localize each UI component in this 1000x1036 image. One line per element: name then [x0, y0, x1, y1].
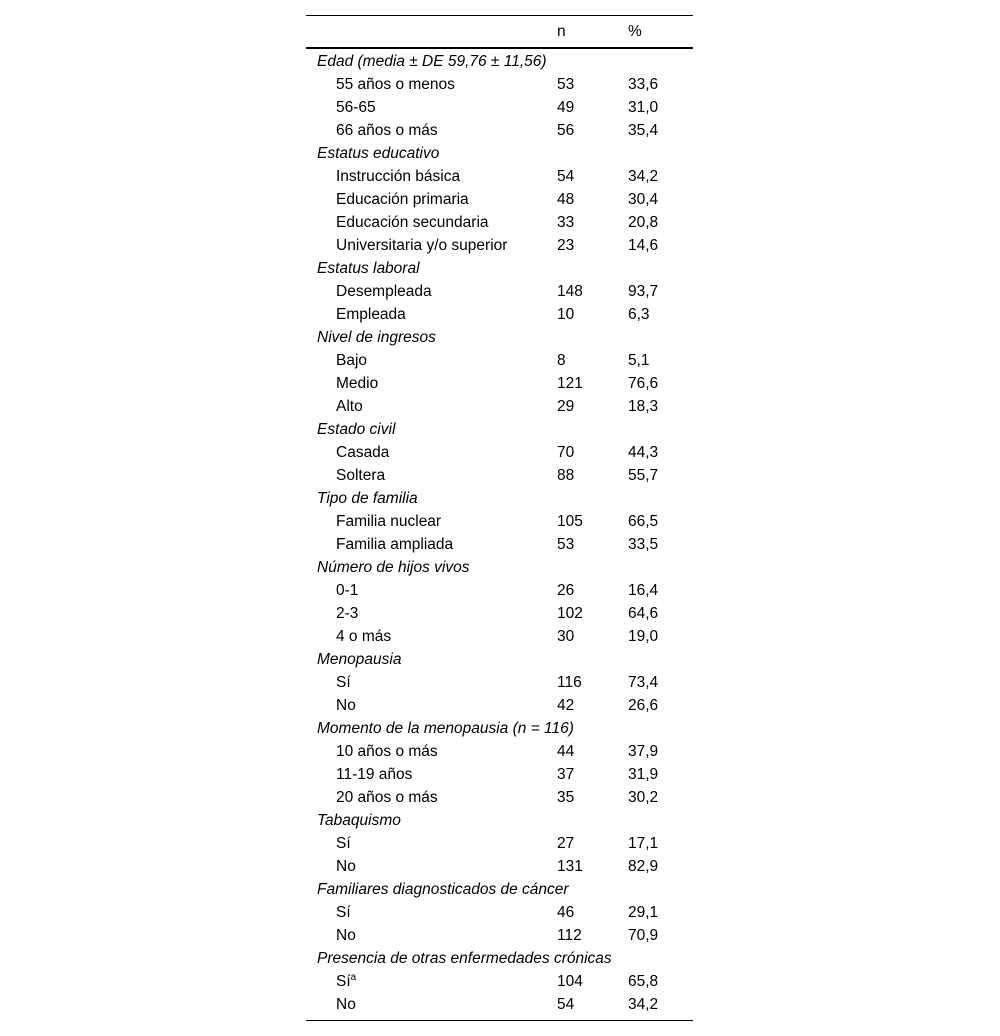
count-cell: 8	[557, 352, 566, 369]
row-label-text: Universitaria y/o superior	[336, 237, 508, 254]
row-label-text: 0-1	[336, 582, 359, 599]
section-header-row	[306, 142, 693, 165]
row-label	[336, 211, 489, 234]
count-cell: 131	[557, 858, 583, 875]
percent-cell: 35,4	[628, 122, 659, 139]
row-label-text: Bajo	[336, 352, 368, 369]
row-label-text: Desempleada	[336, 283, 432, 300]
row-label	[336, 349, 367, 372]
row-label	[336, 165, 460, 188]
section-label	[317, 648, 401, 671]
section-label	[317, 326, 436, 349]
row-label	[336, 280, 432, 303]
section-header-row	[306, 257, 693, 280]
section-label	[317, 487, 418, 510]
percent-cell: 17,1	[628, 835, 659, 852]
count-cell: 53	[557, 76, 575, 93]
table-row	[306, 165, 693, 188]
table-row	[306, 280, 693, 303]
section-header-row	[306, 487, 693, 510]
row-label	[336, 786, 438, 809]
row-label	[336, 188, 469, 211]
percent-cell: 55,7	[628, 467, 659, 484]
table-row	[306, 786, 693, 809]
section-label	[317, 556, 469, 579]
percent-cell: 14,6	[628, 237, 659, 254]
section-label	[317, 878, 569, 901]
count-cell: 121	[557, 375, 583, 392]
row-label	[336, 602, 358, 625]
percent-cell: 19,0	[628, 628, 659, 645]
table-row	[306, 579, 693, 602]
percent-cell: 29,1	[628, 904, 659, 921]
row-label-text: Medio	[336, 375, 379, 392]
row-label	[336, 395, 363, 418]
row-label	[336, 119, 438, 142]
count-cell: 105	[557, 513, 583, 530]
row-label-text: 56-65	[336, 99, 376, 116]
table-row	[306, 533, 693, 556]
row-label	[336, 510, 441, 533]
row-label-text: No	[336, 858, 356, 875]
row-label	[336, 855, 356, 878]
percent-cell: 64,6	[628, 605, 659, 622]
row-label-text: Estatus laboral	[317, 260, 420, 277]
percent-cell: 34,2	[628, 168, 659, 185]
percent-cell: 73,4	[628, 674, 659, 691]
row-label	[336, 671, 351, 694]
percent-cell: 34,2	[628, 996, 659, 1013]
table-body	[306, 49, 693, 1016]
table-row	[306, 602, 693, 625]
row-label-text: Edad (media ± DE 59,76 ± 11,56)	[317, 53, 547, 70]
row-label	[336, 464, 385, 487]
row-label	[336, 579, 358, 602]
count-cell: 49	[557, 99, 575, 116]
percent-cell: 5,1	[628, 352, 650, 369]
percent-cell: 93,7	[628, 283, 659, 300]
table-row	[306, 510, 693, 533]
row-label-text: 55 años o menos	[336, 76, 455, 93]
count-cell: 56	[557, 122, 575, 139]
table-row	[306, 464, 693, 487]
percent-cell: 44,3	[628, 444, 659, 461]
table-row	[306, 349, 693, 372]
count-cell: 10	[557, 306, 575, 323]
table-row	[306, 901, 693, 924]
row-label-text: No	[336, 927, 356, 944]
row-label	[336, 372, 378, 395]
count-cell: 30	[557, 628, 575, 645]
row-label-text: Sí	[336, 674, 351, 691]
section-header-row	[306, 556, 693, 579]
section-label	[317, 50, 547, 73]
table-row	[306, 740, 693, 763]
row-label-text: Casada	[336, 444, 390, 461]
section-label	[317, 418, 395, 441]
row-label-text: Sí	[336, 973, 351, 990]
row-label-text: Estatus educativo	[317, 145, 440, 162]
row-label	[336, 993, 356, 1016]
section-label	[317, 809, 401, 832]
count-cell: 88	[557, 467, 575, 484]
row-label	[336, 625, 391, 648]
section-label	[317, 717, 574, 740]
percent-cell: 20,8	[628, 214, 659, 231]
row-label	[336, 740, 438, 763]
row-label-text: Menopausia	[317, 651, 402, 668]
count-cell: 44	[557, 743, 575, 760]
table-row	[306, 924, 693, 947]
count-cell: 104	[557, 973, 583, 990]
row-label-text: Estado civil	[317, 421, 396, 438]
row-label-text: Soltera	[336, 467, 386, 484]
row-label	[336, 73, 455, 96]
percent-cell: 70,9	[628, 927, 659, 944]
count-cell: 37	[557, 766, 575, 783]
count-cell: 26	[557, 582, 575, 599]
row-label-text: Familia nuclear	[336, 513, 442, 530]
table-bottom-rule	[306, 1020, 693, 1021]
row-label	[336, 924, 356, 947]
table-row	[306, 234, 693, 257]
table-row	[306, 970, 693, 993]
row-label	[336, 441, 389, 464]
row-label-text: Presencia de otras enfermedades crónicas	[317, 950, 612, 967]
row-label-text: Sí	[336, 835, 351, 852]
row-label	[336, 303, 406, 326]
row-label	[336, 234, 507, 257]
count-cell: 54	[557, 168, 575, 185]
table-row	[306, 188, 693, 211]
section-header-row	[306, 947, 693, 970]
section-header-row	[306, 50, 693, 73]
row-label-text: Número de hijos vivos	[317, 559, 470, 576]
count-cell: 116	[557, 674, 582, 691]
count-cell: 42	[557, 697, 575, 714]
row-label	[336, 970, 356, 993]
header-percent-cell: %	[628, 23, 642, 40]
percent-cell: 30,2	[628, 789, 659, 806]
table-row	[306, 395, 693, 418]
percent-cell: 37,9	[628, 743, 659, 760]
percent-cell: 33,5	[628, 536, 659, 553]
section-header-row	[306, 717, 693, 740]
section-header-row	[306, 648, 693, 671]
row-label-text: 2-3	[336, 605, 359, 622]
count-cell: 54	[557, 996, 575, 1013]
row-label-text: 66 años o más	[336, 122, 438, 139]
row-label	[336, 96, 376, 119]
row-label-text: 4 o más	[336, 628, 392, 645]
table-row	[306, 832, 693, 855]
table-header-row	[306, 16, 693, 47]
row-label-text: Empleada	[336, 306, 406, 323]
row-label-text: Alto	[336, 398, 363, 415]
footnote-marker: a	[350, 972, 357, 983]
count-cell: 29	[557, 398, 575, 415]
row-label-text: Familiares diagnosticados de cáncer	[317, 881, 569, 898]
row-label-text: 10 años o más	[336, 743, 438, 760]
percent-cell: 16,4	[628, 582, 659, 599]
percent-cell: 31,0	[628, 99, 659, 116]
row-label-text: Tipo de familia	[317, 490, 418, 507]
percent-cell: 33,6	[628, 76, 659, 93]
row-label	[336, 901, 351, 924]
count-cell: 148	[557, 283, 583, 300]
table-row	[306, 441, 693, 464]
section-header-row	[306, 326, 693, 349]
table-row	[306, 372, 693, 395]
row-label	[336, 694, 356, 717]
row-label-text: Educación primaria	[336, 191, 469, 208]
percent-cell: 18,3	[628, 398, 659, 415]
row-label-text: Familia ampliada	[336, 536, 454, 553]
row-label-text: Educación secundaria	[336, 214, 489, 231]
table-row	[306, 993, 693, 1016]
count-cell: 27	[557, 835, 575, 852]
count-cell: 35	[557, 789, 575, 806]
percent-cell: 76,6	[628, 375, 659, 392]
table-row	[306, 211, 693, 234]
section-header-row	[306, 418, 693, 441]
table-row	[306, 625, 693, 648]
count-cell: 112	[557, 927, 582, 944]
percent-cell: 30,4	[628, 191, 659, 208]
row-label-text: Momento de la menopausia (n = 116)	[317, 720, 574, 737]
row-label	[336, 763, 412, 786]
section-header-row	[306, 809, 693, 832]
section-label	[317, 257, 420, 280]
percent-cell: 26,6	[628, 697, 659, 714]
header-n-cell: n	[557, 23, 566, 40]
percent-cell: 65,8	[628, 973, 659, 990]
table-row	[306, 73, 693, 96]
row-label-text: No	[336, 996, 356, 1013]
section-label	[317, 142, 439, 165]
row-label	[336, 533, 453, 556]
row-label-text: 20 años o más	[336, 789, 438, 806]
count-cell: 23	[557, 237, 575, 254]
table-row	[306, 119, 693, 142]
count-cell: 48	[557, 191, 575, 208]
row-label-text: Nivel de ingresos	[317, 329, 436, 346]
table-row	[306, 763, 693, 786]
count-cell: 70	[557, 444, 575, 461]
percent-cell: 6,3	[628, 306, 650, 323]
demographics-table	[306, 15, 693, 1021]
row-label-text: 11-19 años	[336, 766, 413, 783]
percent-cell: 31,9	[628, 766, 659, 783]
table-row	[306, 694, 693, 717]
row-label	[336, 832, 351, 855]
percent-cell: 66,5	[628, 513, 659, 530]
count-cell: 46	[557, 904, 575, 921]
count-cell: 102	[557, 605, 583, 622]
row-label-text: Tabaquismo	[317, 812, 401, 829]
count-cell: 53	[557, 536, 575, 553]
row-label-text: No	[336, 697, 356, 714]
row-label-text: Instrucción básica	[336, 168, 461, 185]
count-cell: 33	[557, 214, 575, 231]
table-row	[306, 671, 693, 694]
section-label	[317, 947, 612, 970]
section-header-row	[306, 878, 693, 901]
table-row	[306, 96, 693, 119]
row-label-text: Sí	[336, 904, 351, 921]
table-row	[306, 855, 693, 878]
table-row	[306, 303, 693, 326]
percent-cell: 82,9	[628, 858, 659, 875]
